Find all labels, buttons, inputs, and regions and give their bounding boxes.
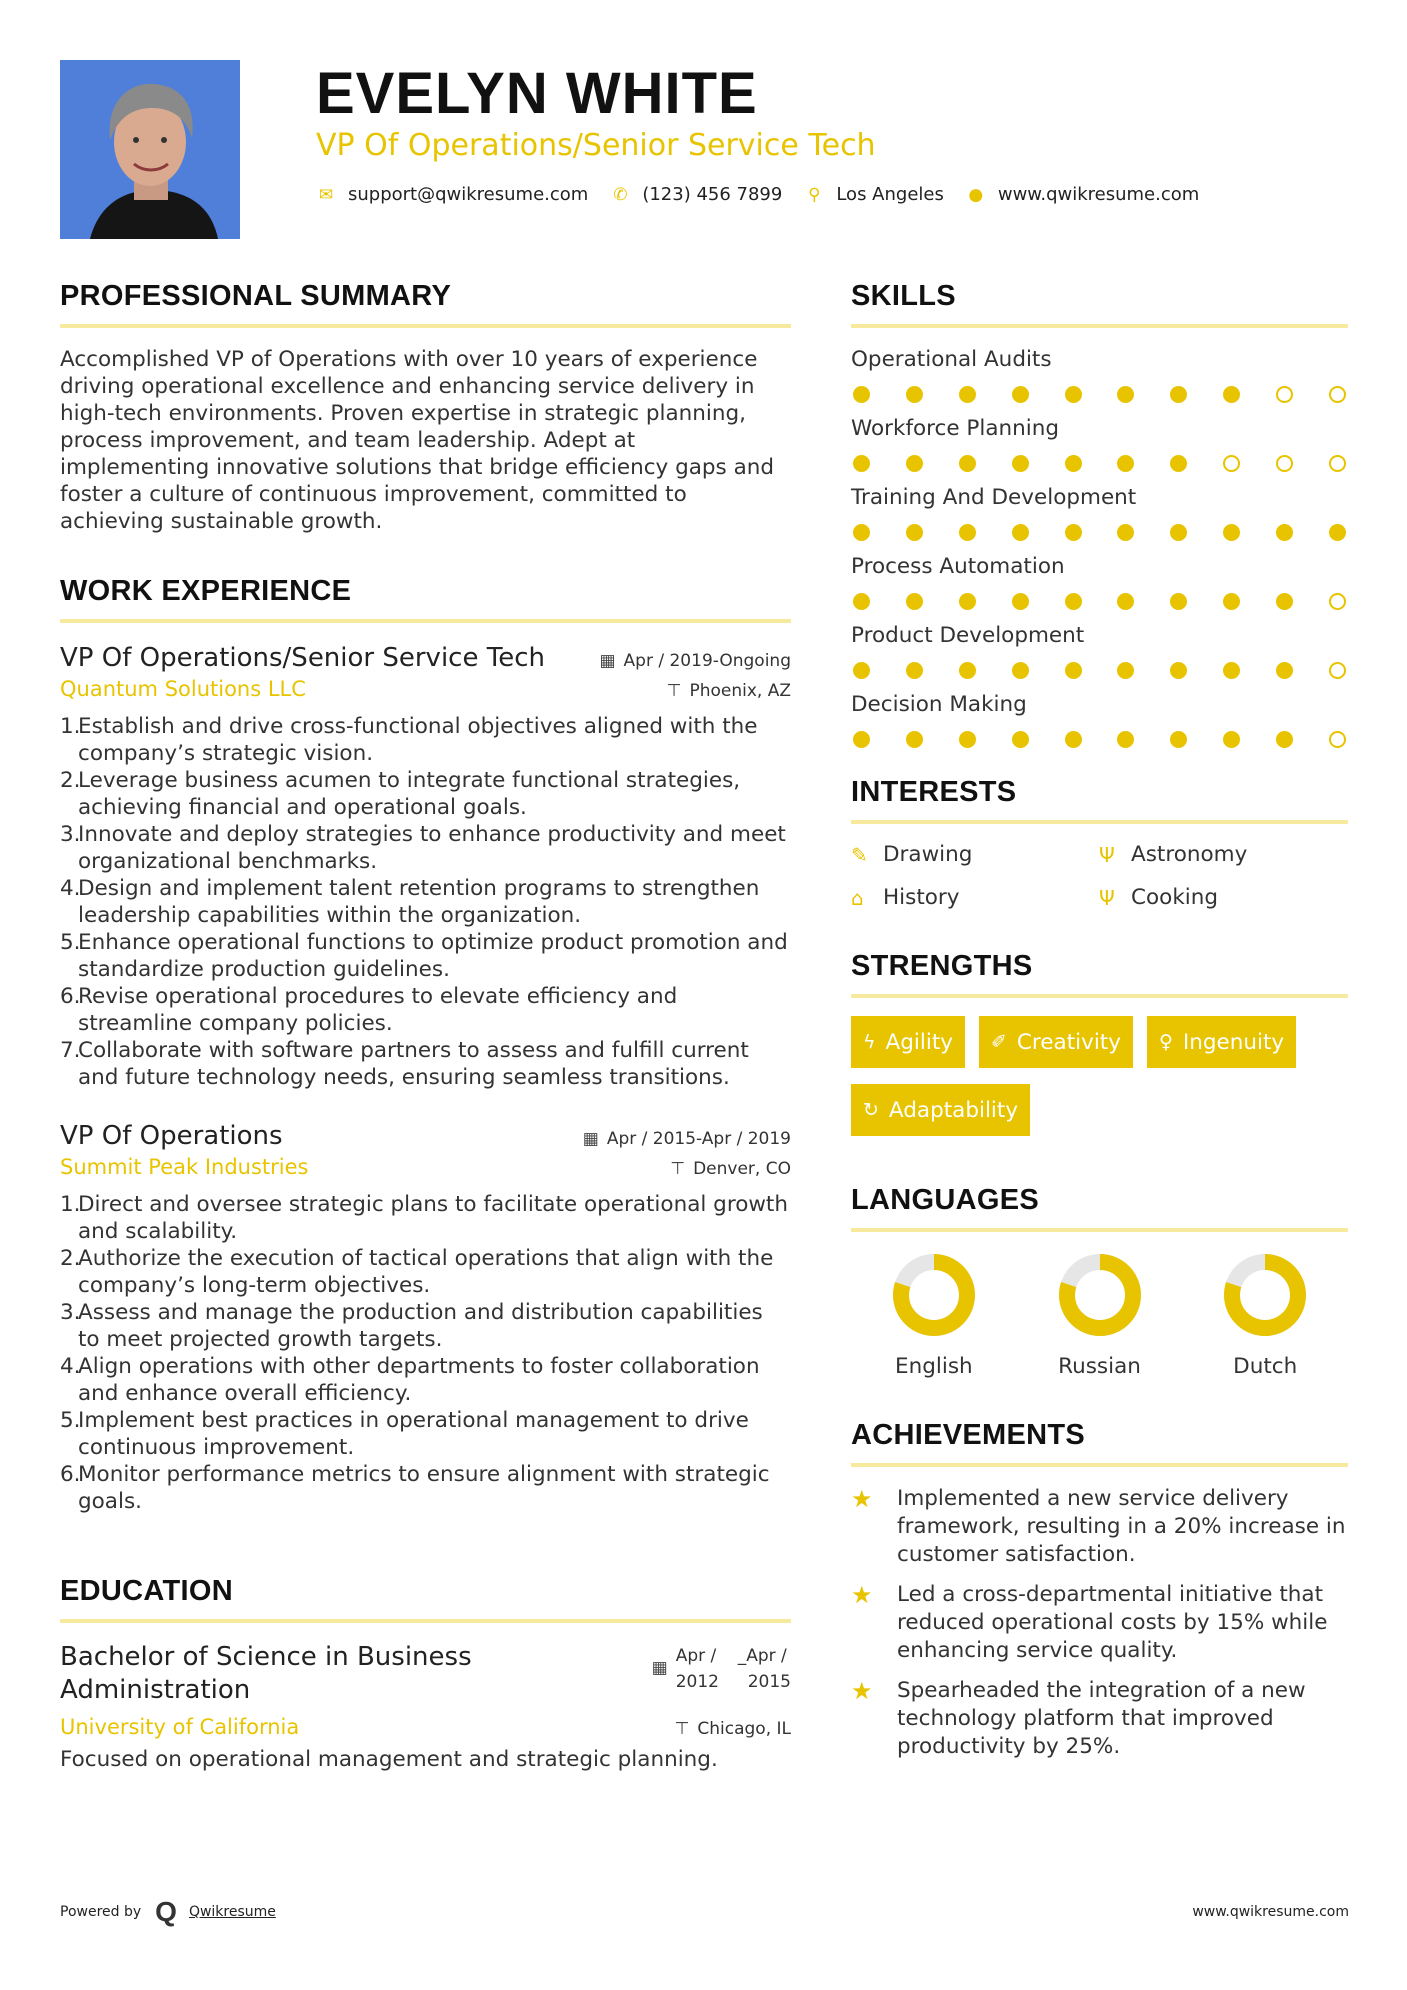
rating-dot-filled [1012, 386, 1029, 403]
utensils-icon: Ψ [1099, 885, 1115, 910]
qwikresume-logo-icon: Q [155, 1896, 177, 1927]
job-bullets [60, 713, 791, 1091]
star-icon: ★ [851, 1485, 873, 1513]
rating-dot-filled [1012, 455, 1029, 472]
interests-section [851, 770, 1348, 910]
left-column [60, 274, 791, 1772]
skill-rating [851, 524, 1348, 541]
rating-dot-filled [853, 455, 870, 472]
thumbtack-icon: ⊤ [666, 681, 682, 701]
rating-dot-filled [1012, 662, 1029, 679]
list-item: 5. Implement best practices in operational management to drive continuous improvement. [60, 1408, 749, 1460]
contact-email[interactable] [316, 184, 588, 205]
section-title: STRENGTHS [851, 950, 1033, 982]
rating-dot-empty [1329, 662, 1346, 679]
job-entry [60, 1119, 791, 1515]
job-location: ⊤ Phoenix, AZ [666, 681, 791, 701]
rating-dot-filled [1170, 593, 1187, 610]
rating-dot-filled [959, 524, 976, 541]
section-divider [60, 619, 791, 623]
envelope-icon: ✉ [318, 184, 334, 205]
list-item: 2. Leverage business acumen to integrate functional strategies, achieving financial and operational goals. [60, 768, 741, 820]
rating-dot-empty [1223, 455, 1240, 472]
rating-dot-filled [1065, 593, 1082, 610]
calendar-icon: ▦ [582, 1129, 599, 1149]
rating-dot-filled [1012, 731, 1029, 748]
candidate-title: VP Of Operations/Senior Service Tech [316, 128, 876, 163]
list-item: 5. Enhance operational functions to optimize product promotion and standardize production guidelines. [60, 930, 788, 982]
interest-item: Ψ Astronomy [1099, 842, 1248, 867]
section-title: ACHIEVEMENTS [851, 1419, 1086, 1451]
job-location: ⊤ Denver, CO [670, 1159, 791, 1179]
skill-rating [851, 593, 1348, 610]
job-date: ▦ Apr / 2015-Apr / 2019 [582, 1129, 791, 1149]
strength-badge: ♀ Ingenuity [1147, 1016, 1296, 1068]
map-marker-icon: ⚲ [808, 184, 821, 205]
rating-dot-filled [1223, 524, 1240, 541]
rating-dot-filled [853, 524, 870, 541]
rating-dot-filled [1276, 731, 1293, 748]
section-title: WORK EXPERIENCE [60, 575, 352, 607]
skills-list [851, 346, 1348, 748]
rating-dot-empty [1329, 731, 1346, 748]
company-name: Quantum Solutions LLC [60, 677, 306, 701]
rating-dot-empty [1276, 386, 1293, 403]
utensils-icon: Ψ [1099, 842, 1115, 867]
rating-dot-empty [1329, 455, 1346, 472]
thumbtack-icon: ⊤ [670, 1159, 686, 1179]
skill-name: Workforce Planning [851, 416, 1060, 441]
skill-rating [851, 455, 1348, 472]
rating-dot-filled [853, 662, 870, 679]
languages-section [851, 1178, 1348, 1379]
website-text: www.qwikresume.com [997, 184, 1200, 205]
resume-header [316, 60, 1356, 205]
skill-item [851, 484, 1348, 541]
rating-dot-filled [1223, 731, 1240, 748]
education-dates: ▦ Apr / 2012 _Apr / 2015 [652, 1641, 791, 1707]
rating-dot-filled [853, 386, 870, 403]
achievement-item: ★ Spearheaded the integration of a new technology platform that improved productivity by 25%. [851, 1677, 1306, 1759]
experience-section [60, 569, 791, 1515]
skill-item [851, 691, 1348, 748]
pencil-icon: ✎ [851, 842, 868, 867]
brand-link[interactable]: Qwikresume [188, 1904, 276, 1920]
list-item: 7. Collaborate with software partners to assess and fulfill current and future technology needs, ensuring seamless transitions. [60, 1038, 749, 1090]
rating-dot-filled [1065, 524, 1082, 541]
email-text: support@qwikresume.com [348, 184, 589, 205]
rating-dot-empty [1276, 455, 1293, 472]
language-name: Dutch [1233, 1354, 1298, 1379]
language-proficiency-ring [889, 1250, 979, 1340]
rating-dot-filled [1065, 731, 1082, 748]
rating-dot-filled [853, 731, 870, 748]
skill-name: Training And Development [851, 485, 1137, 510]
rating-dot-filled [1223, 386, 1240, 403]
section-title: LANGUAGES [851, 1184, 1039, 1216]
globe-icon: ● [968, 184, 984, 205]
contact-website[interactable] [966, 184, 1199, 205]
rating-dot-filled [1117, 455, 1134, 472]
language-item [851, 1250, 1017, 1379]
rating-dot-filled [1065, 386, 1082, 403]
rating-dot-filled [1170, 731, 1187, 748]
degree-title: Bachelor of Science in Business Administration [60, 1642, 472, 1705]
thumbtack-icon: ⊤ [674, 1719, 690, 1739]
rating-dot-filled [1170, 662, 1187, 679]
languages-list [851, 1250, 1348, 1379]
rating-dot-filled [906, 455, 923, 472]
section-divider [60, 1619, 791, 1623]
rating-dot-filled [1012, 524, 1029, 541]
rating-dot-filled [906, 524, 923, 541]
rating-dot-filled [959, 455, 976, 472]
bolt-icon: ϟ [863, 1031, 876, 1053]
section-title: SKILLS [851, 280, 956, 312]
paint-brush-icon: ✐ [990, 1031, 1007, 1053]
skill-name: Operational Audits [851, 347, 1052, 372]
star-icon: ★ [851, 1581, 873, 1609]
rating-dot-filled [1276, 524, 1293, 541]
education-section [60, 1569, 791, 1772]
skill-name: Product Development [851, 623, 1085, 648]
skill-item [851, 415, 1348, 472]
section-title: INTERESTS [851, 776, 1017, 808]
rating-dot-filled [1117, 731, 1134, 748]
lightbulb-icon: ♀ [1158, 1031, 1173, 1053]
skills-section [851, 274, 1348, 748]
skill-rating [851, 386, 1348, 403]
language-proficiency-ring [1220, 1250, 1310, 1340]
list-item: 3. Assess and manage the production and distribution capabilities to meet projected growth targets. [60, 1300, 763, 1352]
phone-icon: ✆ [613, 184, 628, 205]
rating-dot-filled [1117, 524, 1134, 541]
rating-dot-filled [906, 731, 923, 748]
calendar-icon: ▦ [651, 1658, 668, 1678]
institution-icon: ⌂ [851, 885, 864, 910]
rating-dot-filled [1065, 455, 1082, 472]
skill-name: Decision Making [851, 692, 1027, 717]
list-item: 6. Revise operational procedures to elevate efficiency and streamline company policies. [60, 984, 678, 1036]
section-divider [60, 324, 791, 328]
list-item: 1. Establish and drive cross-functional objectives aligned with the company’s strategic vision. [60, 714, 758, 766]
rating-dot-filled [959, 731, 976, 748]
achievement-item: ★ Implemented a new service delivery framework, resulting in a 20% increase in customer satisfaction. [851, 1485, 1346, 1567]
list-item: 3. Innovate and deploy strategies to enhance productivity and meet organizational benchmarks. [60, 822, 786, 874]
skill-item [851, 346, 1348, 403]
summary-text: Accomplished VP of Operations with over 10 years of experience driving operational excellence and enhancing service delivery in high-tech environments. Proven expertise in strategic planning, process improvement, and team leadership. Adept at implementing innovative solutions that bridge efficiency gaps and foster a culture of continuous improvement, committed to achieving sustainable growth. [60, 347, 775, 534]
candidate-name: EVELYN WHITE [316, 61, 758, 126]
contact-bar [316, 184, 1356, 205]
rating-dot-filled [853, 593, 870, 610]
rating-dot-filled [1329, 524, 1346, 541]
contact-location [804, 184, 944, 205]
language-proficiency-ring [1055, 1250, 1145, 1340]
skill-item [851, 622, 1348, 679]
company-name: Summit Peak Industries [60, 1155, 309, 1179]
powered-by-text: Powered by [60, 1904, 142, 1920]
list-item: 4. Design and implement talent retention programs to strengthen leadership capabilities within the organization. [60, 876, 760, 928]
rating-dot-filled [1012, 593, 1029, 610]
school-location: ⊤ Chicago, IL [674, 1719, 791, 1739]
list-item: 1. Direct and oversee strategic plans to facilitate operational growth and scalability. [60, 1192, 788, 1244]
right-column [851, 274, 1348, 1773]
section-divider [851, 324, 1348, 328]
achievements-section [851, 1413, 1348, 1761]
rating-dot-filled [1170, 386, 1187, 403]
rating-dot-filled [1117, 662, 1134, 679]
rating-dot-filled [1276, 593, 1293, 610]
rating-dot-filled [906, 593, 923, 610]
job-date: ▦ Apr / 2019-Ongoing [599, 651, 791, 671]
phone-text: (123) 456 7899 [642, 184, 783, 205]
job-title: VP Of Operations/Senior Service Tech [60, 643, 545, 673]
rating-dot-filled [1223, 662, 1240, 679]
section-title: PROFESSIONAL SUMMARY [60, 280, 452, 312]
profile-photo [60, 60, 240, 239]
rating-dot-filled [1170, 455, 1187, 472]
skill-name: Process Automation [851, 554, 1065, 579]
rating-dot-filled [959, 662, 976, 679]
refresh-icon: ↻ [863, 1099, 879, 1121]
rating-dot-filled [1065, 662, 1082, 679]
interest-item: Ψ Cooking [1099, 885, 1219, 910]
rating-dot-filled [1117, 386, 1134, 403]
section-divider [851, 1228, 1348, 1232]
rating-dot-filled [1223, 593, 1240, 610]
strength-badge: ϟ Agility [851, 1016, 965, 1068]
strength-badge: ↻ Adaptability [851, 1084, 1030, 1136]
rating-dot-empty [1329, 593, 1346, 610]
achievement-item: ★ Led a cross-departmental initiative that reduced operational costs by 15% while enhancing service quality. [851, 1581, 1328, 1663]
strength-badge: ✐ Creativity [979, 1016, 1133, 1068]
list-item: 6. Monitor performance metrics to ensure alignment with strategic goals. [60, 1462, 770, 1514]
interest-item: ✎ Drawing [851, 842, 973, 867]
summary-section [60, 274, 791, 535]
rating-dot-filled [959, 593, 976, 610]
rating-dot-filled [1117, 593, 1134, 610]
footer-website[interactable]: www.qwikresume.com [1192, 1904, 1349, 1920]
rating-dot-empty [1329, 386, 1346, 403]
list-item: 2. Authorize the execution of tactical operations that align with the company’s long-term objectives. [60, 1246, 774, 1298]
calendar-icon: ▦ [599, 651, 616, 671]
job-title: VP Of Operations [60, 1121, 283, 1151]
list-item: 4. Align operations with other departments to foster collaboration and enhance overall efficiency. [60, 1354, 760, 1406]
section-divider [851, 1463, 1348, 1467]
language-name: English [895, 1354, 973, 1379]
rating-dot-filled [959, 386, 976, 403]
section-divider [851, 820, 1348, 824]
contact-phone[interactable] [610, 184, 782, 205]
skill-rating [851, 662, 1348, 679]
rating-dot-filled [906, 662, 923, 679]
section-divider [851, 994, 1348, 998]
section-title: EDUCATION [60, 1575, 233, 1607]
rating-dot-filled [1170, 524, 1187, 541]
interest-item: ⌂ History [851, 885, 960, 910]
job-bullets [60, 1191, 791, 1515]
education-description: Focused on operational management and strategic planning. [60, 1747, 718, 1772]
language-name: Russian [1058, 1354, 1141, 1379]
rating-dot-filled [1276, 662, 1293, 679]
language-item [1017, 1250, 1183, 1379]
location-text: Los Angeles [836, 184, 944, 205]
skill-rating [851, 731, 1348, 748]
job-entry [60, 641, 791, 1091]
skill-item [851, 553, 1348, 610]
footer [60, 1896, 1349, 1928]
rating-dot-filled [906, 386, 923, 403]
strengths-section [851, 944, 1348, 1152]
school-name: University of California [60, 1715, 300, 1739]
star-icon: ★ [851, 1677, 873, 1705]
language-item [1182, 1250, 1348, 1379]
